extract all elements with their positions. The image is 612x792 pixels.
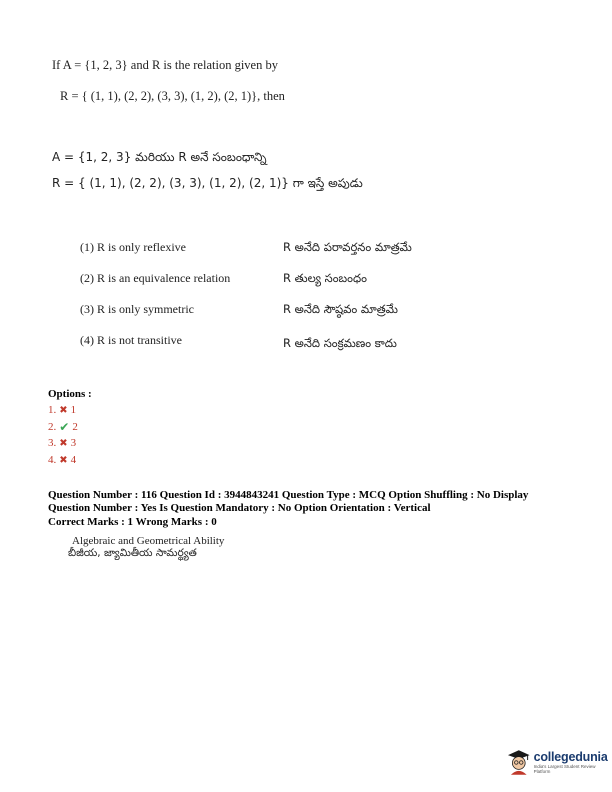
cross-icon: ✖: [59, 437, 68, 449]
question-english-line-1: If A = {1, 2, 3} and R is the relation given by: [52, 58, 278, 72]
topic-telugu: బీజీయ, జ్యామితీయ సామర్థ్యత: [68, 547, 197, 559]
logo-tagline: India's Largest Student Review Platform: [533, 764, 596, 774]
statement-2-telugu: R తుల్య సంబంధం: [283, 271, 367, 285]
statement-4-english: (4) R is not transitive: [80, 333, 182, 347]
option-3-value: 3: [70, 437, 77, 449]
option-2: [48, 420, 78, 434]
option-4-value: 4: [70, 454, 77, 466]
option-1-number: 1.: [48, 404, 57, 416]
topic-english: Algebraic and Geometrical Ability: [72, 535, 225, 547]
statement-4-telugu: R అనేది సంక్రమణం కాదు: [283, 336, 397, 350]
question-meta-line-1: Question Number : 116 Question Id : 3944843241 Question Type : MCQ Option Shuffling : No Display: [48, 489, 529, 501]
statement-3-telugu: R అనేది సౌష్ఠవం మాత్రమే: [283, 302, 398, 316]
collegedunia-logo: [507, 749, 612, 775]
question-telugu-line-1: A = {1, 2, 3} మరియు R అనే సంబంధాన్ని: [52, 150, 267, 164]
graduate-icon: [507, 749, 531, 775]
option-2-value: 2: [72, 421, 78, 433]
question-english-line-2: R = { (1, 1), (2, 2), (3, 3), (1, 2), (2, 1)}, then: [60, 89, 285, 103]
statement-1-english: (1) R is only reflexive: [80, 240, 186, 254]
statement-1-telugu: R అనేది పరావర్తనం మాత్రమే: [283, 240, 412, 254]
option-4: [48, 454, 76, 466]
option-3: [48, 437, 76, 449]
option-1-value: 1: [70, 404, 77, 416]
logo-name: collegedunia: [533, 750, 608, 764]
check-icon: ✔: [59, 420, 70, 434]
option-1: [48, 404, 76, 416]
cross-icon: ✖: [59, 404, 68, 416]
options-label: Options :: [48, 388, 92, 400]
statement-2-english: (2) R is an equivalence relation: [80, 271, 231, 285]
statement-3-english: (3) R is only symmetric: [80, 302, 194, 316]
option-4-number: 4.: [48, 454, 57, 466]
option-2-number: 2.: [48, 421, 57, 433]
option-3-number: 3.: [48, 437, 57, 449]
question-telugu-line-2: R = { (1, 1), (2, 2), (3, 3), (1, 2), (2, 1)} గా ఇస్తే అపుడు: [52, 176, 363, 190]
question-meta-line-2: Question Number : Yes Is Question Mandatory : No Option Orientation : Vertical: [48, 502, 431, 514]
question-meta-line-3: Correct Marks : 1 Wrong Marks : 0: [48, 516, 217, 528]
cross-icon: ✖: [59, 454, 68, 466]
